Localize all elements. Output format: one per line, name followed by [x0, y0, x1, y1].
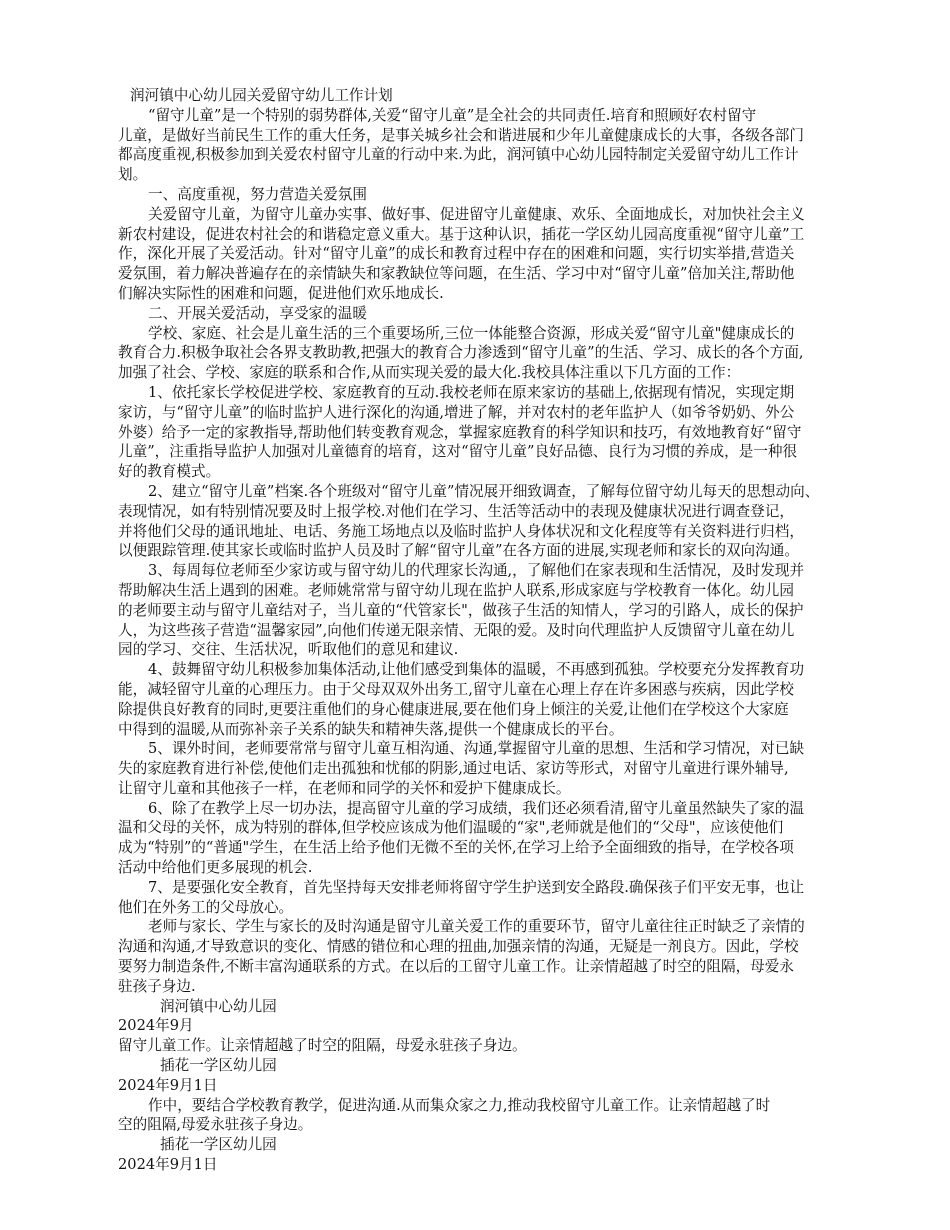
signature-organization: 润河镇中心幼儿园	[160, 997, 277, 1015]
paragraph-line: 表现情况，如有特别情况要及时上报学校.对他们在学习、生活等活动中的表现及健康状况进行调查登记，	[118, 502, 794, 520]
paragraph-line: 活动中给他们更多展现的机会.	[118, 859, 313, 877]
signature-date: 2024年9月	[118, 1017, 194, 1035]
paragraph-line: 新农村建设，促进农村社会的和谐稳定意义重大。基于这种认识，插花一学区幼儿园高度重视“留守儿童”工	[118, 225, 805, 243]
signature-organization: 插花一学区幼儿园	[160, 1136, 277, 1154]
paragraph-line: 园的学习、交往、生活状况，听取他们的意见和建议.	[118, 641, 459, 659]
signature-date: 2024年9月1日	[118, 1156, 218, 1174]
section-heading: 二、开展关爱活动，享受家的温暖	[148, 304, 367, 322]
paragraph-line: 学校、家庭、社会是儿童生活的三个重要场所,三位一体能整合资源，形成关爱“留守儿童"健康成长的	[148, 324, 795, 342]
paragraph-line: 作中，要结合学校教育教学，促进沟通.从而集众家之力,推动我校留守儿童工作。让亲情超越了时	[148, 1096, 771, 1114]
paragraph-line: 沟通和沟通,才导致意识的变化、情感的错位和心理的扭曲,加强亲情的沟通，无疑是一剂良方。因此，学校	[118, 938, 799, 956]
paragraph-line: 作，深化开展了关爱活动。针对“留守儿童”的成长和教育过程中存在的困难和问题，实行切实举措,营造关	[118, 245, 795, 263]
list-item-line: 4、鼓舞留守幼儿积极参加集体活动,让他们感受到集体的温暖，不再感到孤独。学校要充分发挥教育功	[148, 661, 805, 679]
paragraph-line: 并将他们父母的通讯地址、电话、务施工场地点以及临时监护人身体状况和文化程度等有关资料进行归档，	[118, 522, 804, 540]
paragraph-line: 关爱留守儿童，为留守儿童办实事、做好事、促进留守儿童健康、欢乐、全面地成长，对加快社会主义	[148, 205, 805, 223]
paragraph-line: 成为“特别”的“普通"学生，在生活上给予他们无微不至的关怀,在学习上给予全面细致的指导，在学校各项	[118, 839, 794, 857]
paragraph-line: 帮助解决生活上遇到的困难。老师姚常常与留守幼儿现在监护人联系,形成家庭与学校教育一体化。幼儿园	[118, 581, 794, 599]
list-item-line: 5、课外时间，老师要常常与留守儿童互相沟通、沟通,掌握留守儿童的思想、生活和学习情况，对已缺	[148, 740, 805, 758]
paragraph-line: 好的教育模式。	[118, 463, 221, 481]
paragraph-line: 驻孩子身边.	[118, 977, 196, 995]
list-item-line: 6、除了在教学上尽一切办法，提高留守儿童的学习成绩，我们还必须看清,留守儿童虽然缺失了家的温	[148, 799, 805, 817]
paragraph-line: 儿童，是做好当前民生工作的重大任务，是事关城乡社会和谐进展和少年儿童健康成长的大事，各级各部门	[118, 126, 804, 144]
list-item-line: 7、是要强化安全教育，首先坚持每天安排老师将留守学生护送到安全路段.确保孩子们平安无事，也让	[148, 878, 805, 896]
paragraph-line: 中得到的温暖,从而弥补亲子关系的缺失和精神失落,提供一个健康成长的平台。	[118, 720, 624, 738]
list-item-line: 1、依托家长学校促进学校、家庭教育的互动.我校老师在原来家访的基础上,依据现有情况，实现定期	[148, 383, 795, 401]
signature-organization: 插花一学区幼儿园	[160, 1057, 277, 1075]
paragraph-line: 失的家庭教育进行补偿,使他们走出孤独和忧郁的阴影,通过电话、家访等形式，对留守儿童进行课外辅导,	[118, 760, 789, 778]
paragraph-line: 教育合力.积极争取社会各界支教助教,把强大的教育合力渗透到“留守儿童”的生活、学习、成长的各个方面,	[118, 344, 804, 362]
paragraph-line: 温和父母的关怀，成为特别的群体,但学校应该成为他们温暖的“家",老师就是他们的“父母"，应该使他们	[118, 819, 784, 837]
paragraph-line: 划。	[118, 166, 148, 184]
list-item-line: 2、建立“留守儿童”档案.各个班级对“留守儿童”情况展开细致调查，了解每位留守幼儿每天的思想动向、	[148, 482, 820, 500]
paragraph-line: 空的阻隔,母爱永驻孩子身边。	[118, 1116, 313, 1134]
paragraph-line: 除提供良好教育的同时,更要注重他们的身心健康进展,要在他们身上倾注的关爱,让他们在学校这个大家庭	[118, 700, 789, 718]
document-title: 润河镇中心幼儿园关爱留守幼儿工作计划	[130, 87, 393, 104]
paragraph-line: 外婆）给予一定的家教指导,帮助他们转变教育观念，掌握家庭教育的科学知识和技巧，有效地教育好“留守	[118, 423, 802, 441]
paragraph-line: 爱氛围，着力解决普遍存在的亲情缺失和家教缺位等问题，在生活、学习中对“留守儿童”倍加关注,帮助他	[118, 265, 795, 283]
paragraph-line: 们解决实际性的困难和问题，促进他们欢乐地成长.	[118, 284, 444, 302]
paragraph-line: “留守儿童”是一个特别的弱势群体,关爱“留守儿童”是全社会的共同责任.培育和照顾好农村留守	[148, 106, 757, 124]
paragraph-line: 他们在外务工的父母放心。	[118, 898, 294, 916]
section-heading: 一、高度重视，努力营造关爱氛围	[148, 185, 367, 203]
paragraph-line: 留守儿童工作。让亲情超越了时空的阻隔，母爱永驻孩子身边。	[118, 1037, 527, 1055]
paragraph-line: 以便跟踪管理.使其家长或临时监护人员及时了解“留守儿童”在各方面的进展,实现老师和家长的双向沟通。	[118, 542, 799, 560]
paragraph-line: 老师与家长、学生与家长的及时沟通是留守儿童关爱工作的重要环节，留守儿童往往正时缺乏了亲情的	[148, 918, 805, 936]
paragraph-line: 加强了社会、学校、家庭的联系和合作,从而实现关爱的最大化.我校具体注重以下几方面的工作：	[118, 364, 741, 382]
list-item-line: 3、每周每位老师至少家访或与留守幼儿的代理家长沟通,，了解他们在家表现和生活情况，及时发现并	[148, 562, 805, 580]
paragraph-line: 都高度重视,积极参加到关爱农村留守儿童的行动中来.为此，润河镇中心幼儿园特制定关爱留守幼儿工作计	[118, 146, 799, 164]
paragraph-line: 能，减轻留守儿童的心理压力。由于父母双双外出务工,留守儿童在心理上存在许多困惑与疾病，因此学校	[118, 680, 794, 698]
paragraph-line: 家访，与“留守儿童”的临时监护人进行深化的沟通,增进了解，并对农村的老年监护人（如爷爷奶奶、外公	[118, 403, 795, 421]
paragraph-line: 要努力制造条件,不断丰富沟通联系的方式。在以后的工留守儿童工作。让亲情超越了时空的阻隔，母爱永	[118, 958, 794, 976]
signature-date: 2024年9月1日	[118, 1076, 218, 1094]
paragraph-line: 让留守儿童和其他孩子一样，在老师和同学的关怀和爱护下健康成长。	[118, 779, 571, 797]
paragraph-line: 人，为这些孩子营造“温馨家园”,向他们传递无限亲情、无限的爱。及时向代理监护人反馈留守儿童在幼儿	[118, 621, 795, 639]
paragraph-line: 儿童”，注重指导监护人加强对儿童德育的培育，这对“留守儿童”良好品德、良行为习惯的养成，是一种很	[118, 443, 798, 461]
paragraph-line: 的老师要主动与留守儿童结对子，当儿童的“代管家长"，做孩子生活的知情人，学习的引路人，成长的保护	[118, 601, 804, 619]
